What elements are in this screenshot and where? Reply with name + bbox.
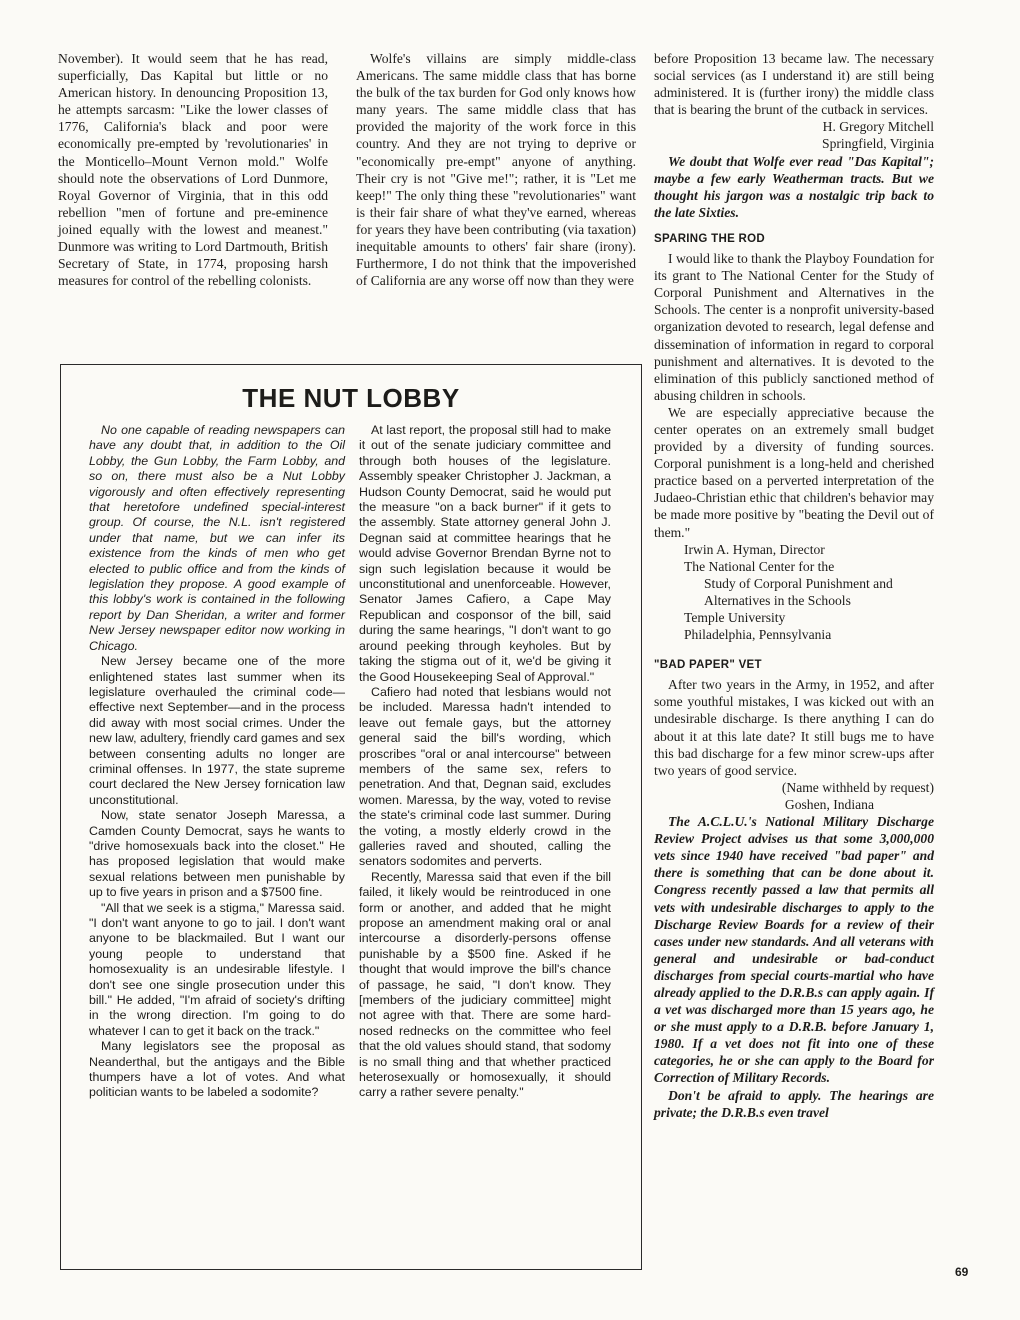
article-paragraph: Cafiero had noted that lesbians would not be included. Maressa hadn't intended to leave out female gays, but the attorney general said the bill's wording, which proscribes "oral or anal intercourse" between members of the same sex, refers to penetration. And that, Degnan said, excludes women. Maressa, by the way, voted to revise the state's criminal code last summer. During the voting, a mostly elderly crowd in the galleries raved and shouted, calling the senators sodomites and perverts. [359, 684, 611, 869]
editor-reply: The A.C.L.U.'s National Military Discharge Review Project advises us that some 3,000,000 vets since 1940 have received "bad paper" and there is something that can be done about it. Congress recently passed a law that permits all vets with undesirable discharges to apply to the Discharge Review Boards for a review of their cases under new standards. And all veterans with general and undesirable or bad-conduct discharges from special courts-martial who have already applied to the D.R.B.s can apply again. If a vet was discharged more than 15 years ago, he or she must apply to a D.R.B. before January 1, 1980. If a vet does not fit into one of these categories, he or she can apply to the Board for Correction of Military Records. [654, 814, 934, 1086]
letter-paragraph: I would like to thank the Playboy Foundation for its grant to The National Center for the Study of Corporal Punishment and Alternatives in the Schools. The center is a nonprofit university-based organization devoted to research, legal defense and dissemination of information in regard to corporal punishment and alternatives. It is devoted to the elimination of this publicly sanctioned method of abusing children in schools. [654, 251, 934, 403]
letter-column-1 [58, 50, 328, 289]
article-column-left [89, 423, 345, 1101]
editor-reply: Don't be afraid to apply. The hearings are private; the D.R.B.s even travel [654, 1087, 934, 1120]
page-number: 69 [955, 1265, 969, 1279]
signature-place: Springfield, Virginia [822, 136, 934, 152]
letter-paragraph: Wolfe's villains are simply middle-class Americans. The same middle class that has borne the bulk of the tax burden for God only knows how many years. The same middle class that has provided the majority of the work force in this country. And they are not trying to deprive or "economically pre-empt" anyone of anything. Their cry is not "Give me!"; rather, it is "Let me keep!" The only thing these "revolutionaries" want is their fair share of what they've earned, whereas for years they have been contributing (via taxation) inequitable amounts to others' fair share (irony). Furthermore, I do not think that the impoverished of California are any worse off now than they were [356, 51, 636, 289]
letter-column-2 [356, 50, 636, 289]
article-paragraph: Many legislators see the proposal as Neanderthal, but the antigays and the Bible thumpers have a lot of votes. And what politician wants to be labeled a sodomite? [89, 1039, 345, 1100]
article-paragraph: At last report, the proposal still had to make it out of the senate judiciary committee and through both houses of the legislature. Assembly speaker Christopher J. Jackman, a Hudson County Democrat, said he would put the measure "on a back burner" if it gets to the assembly. State attorney general John J. Degnan said at committee hearings that he would advise Governor Brendan Byrne not to sign such legislation because it would be unconstitutional and unenforceable. However, Senator James Cafiero, a Cape May Republican and cosponsor of the bill, said during the same hearings, "I don't want to go around peeking through keyholes. But by taking the stigma out of it, we'd be giving it the Good Housekeeping Seal of Approval." [359, 423, 611, 684]
letter-paragraph: After two years in the Army, in 1952, and after some youthful mistakes, I was kicked out with an undesirable discharge. Is there anything I can do about it at this late date? It still bugs me to have this bad discharge for a few minor screw-ups after two years of good service. [654, 677, 934, 778]
article-column-right [359, 423, 611, 1101]
signature-name: H. Gregory Mitchell [822, 119, 934, 135]
letter-paragraph: before Proposition 13 became law. The necessary social services (as I understand it) are still being administered. It is (further irony) the middle class that is bearing the brunt of the cutback in services. [654, 51, 934, 118]
editor-reply: We doubt that Wolfe ever read "Das Kapital"; maybe a few early Weatherman tracts. But we thought his jargon was a nostalgic trip back to the late Sixties. [654, 153, 934, 220]
sidebar-article-box [60, 364, 642, 1270]
section-heading: "BAD PAPER" VET [654, 659, 762, 672]
signature-org: Study of Corporal Punishment and [704, 575, 893, 591]
signature-place: Goshen, Indiana [784, 796, 874, 812]
letter-column-3 [654, 50, 934, 1121]
signature-place: Philadelphia, Pennsylvania [684, 627, 832, 643]
signature-org: Alternatives in the Schools [704, 592, 851, 608]
letter-paragraph: November). It would seem that he has read, superficially, Das Kapital but little or no American history. In denouncing Proposition 13, he attempts sarcasm: "Like the lower classes of 1776, California's black and poor were economically pre-empted by 'revolutionaries' in the Monticello–Mount Vernon mold." Wolfe should note the observations of Lord Dunmore, Royal Governor of Virginia, that in this odd rebellion "men of fortune and pre-eminence joined equally with the lowest and meanest." Dunmore was writing to Lord Dartmouth, British Secretary of State, in 1774, proposing harsh measures for control of the rebelling colonists. [58, 51, 328, 289]
signature-name: Irwin A. Hyman, Director [684, 541, 825, 557]
signature-org: The National Center for the [684, 558, 835, 574]
signature-university: Temple University [684, 610, 786, 625]
section-heading: SPARING THE ROD [654, 232, 765, 245]
article-title: THE NUT LOBBY [242, 383, 460, 413]
article-intro: No one capable of reading newspapers can have any doubt that, in addition to the Oil Lobby, the Gun Lobby, the Farm Lobby, and so on, there must also be a Nut Lobby vigorously and often effectively representing that heretofore undefined special-interest group. Of course, the N.L. isn't registered under that name, but we can infer its existence from the kinds of men who get elected to public office and from the kinds of legislation they propose. A good example of this lobby's work is contained in the following report by Dan Sheridan, a writer and former New Jersey newspaper editor now working in Chicago. [89, 423, 345, 653]
signature-name: (Name withheld by request) [781, 779, 934, 795]
article-paragraph: Now, state senator Joseph Maressa, a Camden County Democrat, says he wants to "drive homosexuals back into the closet." He has proposed legislation that would make sexual relations between men punishable by up to five years in prison and a $7500 fine. [89, 808, 345, 900]
article-paragraph: "All that we seek is a stigma," Maressa said. "I don't want anyone to go to jail. I don't want anyone to be blackmailed. But I want our young people to understand that homosexuality is an undesirable lifestyle. I don't see one single prosecution under this bill." He added, "I'm afraid of society's drifting in the wrong direction. I'm going to do whatever I can to get it back on the track." [89, 900, 345, 1038]
article-paragraph: New Jersey became one of the more enlightened states last summer when its legislature overhauled the criminal code—effective next September—and in the process did away with most social crimes. Under the new law, adultery, friendly card games and sex between consenting adults no longer are criminal offenses. In 1977, the state supreme court declared the New Jersey fornication law unconstitutional. [89, 654, 345, 807]
article-paragraph: Recently, Maressa said that even if the bill failed, it likely would be reintroduced in one form or another, and added that he might propose an amendment making oral or anal intercourse a disorderly-persons offense punishable by a $500 fine. Asked if he thought that would improve the bill's chance of passage, he said, "I don't know. They [members of the judiciary committee] might not agree with that. There are some hard-nosed rednecks on the committee who feel that the old values should stand, that sodomy is no small thing and that whether practiced heterosexually or homosexually, it should carry a rather severe penalty." [359, 869, 611, 1100]
letter-paragraph: We are especially appreciative because the center operates on an extremely small budget provided by a diversity of funding sources. Corporal punishment is a long-held and cherished practice based on a perverted interpretation of the Judaeo-Christian ethic that children's behavior may be made more positive by "beating the Devil out of them." [654, 404, 934, 540]
